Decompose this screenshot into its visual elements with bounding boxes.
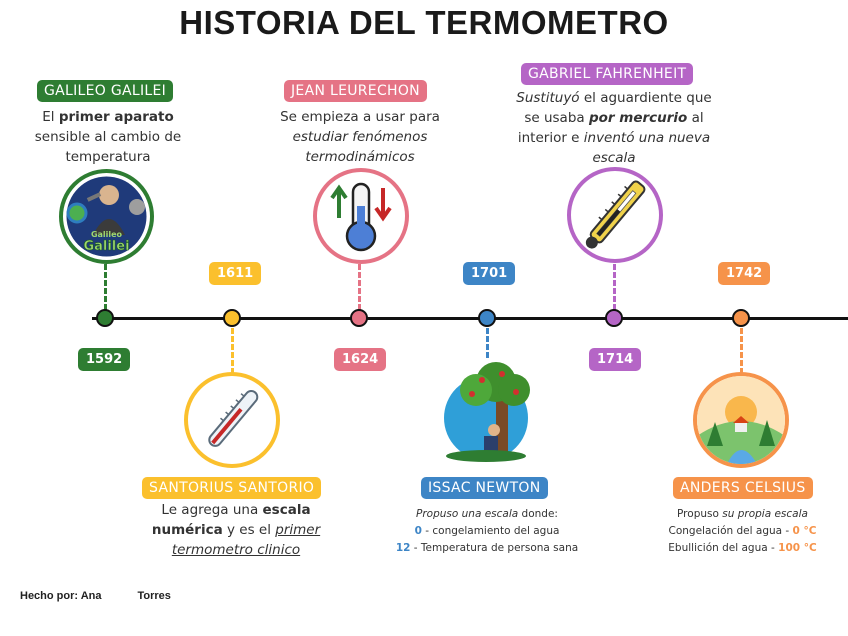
newton-name-label: ISSAC NEWTON — [421, 477, 548, 499]
galileo-image-text-2: Galilei — [83, 239, 130, 254]
mercury-thermometer-icon — [567, 167, 663, 263]
fahrenheit-timeline-dot — [605, 309, 623, 327]
santorio-name-label: SANTORIUS SANTORIO — [142, 477, 321, 499]
fahrenheit-connector — [613, 264, 616, 310]
celsius-connector — [740, 328, 743, 374]
galileo-portrait-icon — [59, 169, 154, 264]
newton-description: Propuso una escala donde: 0 - congelamiento del agua 12 - Temperatura de persona sana — [395, 508, 579, 554]
galileo-description: El primer aparato sensible al cambio de temperatura — [34, 109, 182, 165]
fahrenheit-description: Sustituyó el aguardiente que se usaba por mercurio al interior e inventó una nueva escala — [516, 90, 712, 166]
page-title: HISTORIA DEL TERMOMETRO — [179, 4, 669, 41]
leurechon-description: Se empieza a usar para estudiar fenómenos termodinámicos — [280, 109, 440, 165]
newton-apple-tree-icon — [436, 360, 536, 460]
celsius-timeline-dot — [732, 309, 750, 327]
galileo-name-label: GALILEO GALILEI — [37, 80, 173, 102]
galileo-connector — [104, 264, 107, 310]
author-credit: Hecho por: Ana Torres — [20, 590, 171, 602]
santorio-description: Le agrega una escala numérica y es el primer termometro clinico — [151, 502, 321, 558]
landscape-icon — [693, 372, 789, 468]
celsius-year-badge: 1742 — [718, 262, 770, 285]
fahrenheit-year-badge: 1714 — [589, 348, 641, 371]
galileo-timeline-dot — [96, 309, 114, 327]
santorio-year-badge: 1611 — [209, 262, 261, 285]
celsius-name-label: ANDERS CELSIUS — [673, 477, 813, 499]
celsius-description: Propuso su propia escala Congelación del agua - 0 °C Ebullición del agua - 100 °C — [668, 508, 817, 554]
leurechon-name-label: JEAN LEURECHON — [284, 80, 427, 102]
newton-connector — [486, 328, 489, 358]
clinical-thermometer-icon — [184, 372, 280, 468]
leurechon-timeline-dot — [350, 309, 368, 327]
fahrenheit-name-label: GABRIEL FAHRENHEIT — [521, 63, 693, 85]
galileo-year-badge: 1592 — [78, 348, 130, 371]
leurechon-connector — [358, 264, 361, 310]
galileo-image-text-1: Galileo — [90, 230, 123, 239]
leurechon-year-badge: 1624 — [334, 348, 386, 371]
newton-year-badge: 1701 — [463, 262, 515, 285]
santorio-connector — [231, 328, 234, 374]
thermometer-arrows-icon — [313, 168, 409, 264]
newton-timeline-dot — [478, 309, 496, 327]
santorio-timeline-dot — [223, 309, 241, 327]
